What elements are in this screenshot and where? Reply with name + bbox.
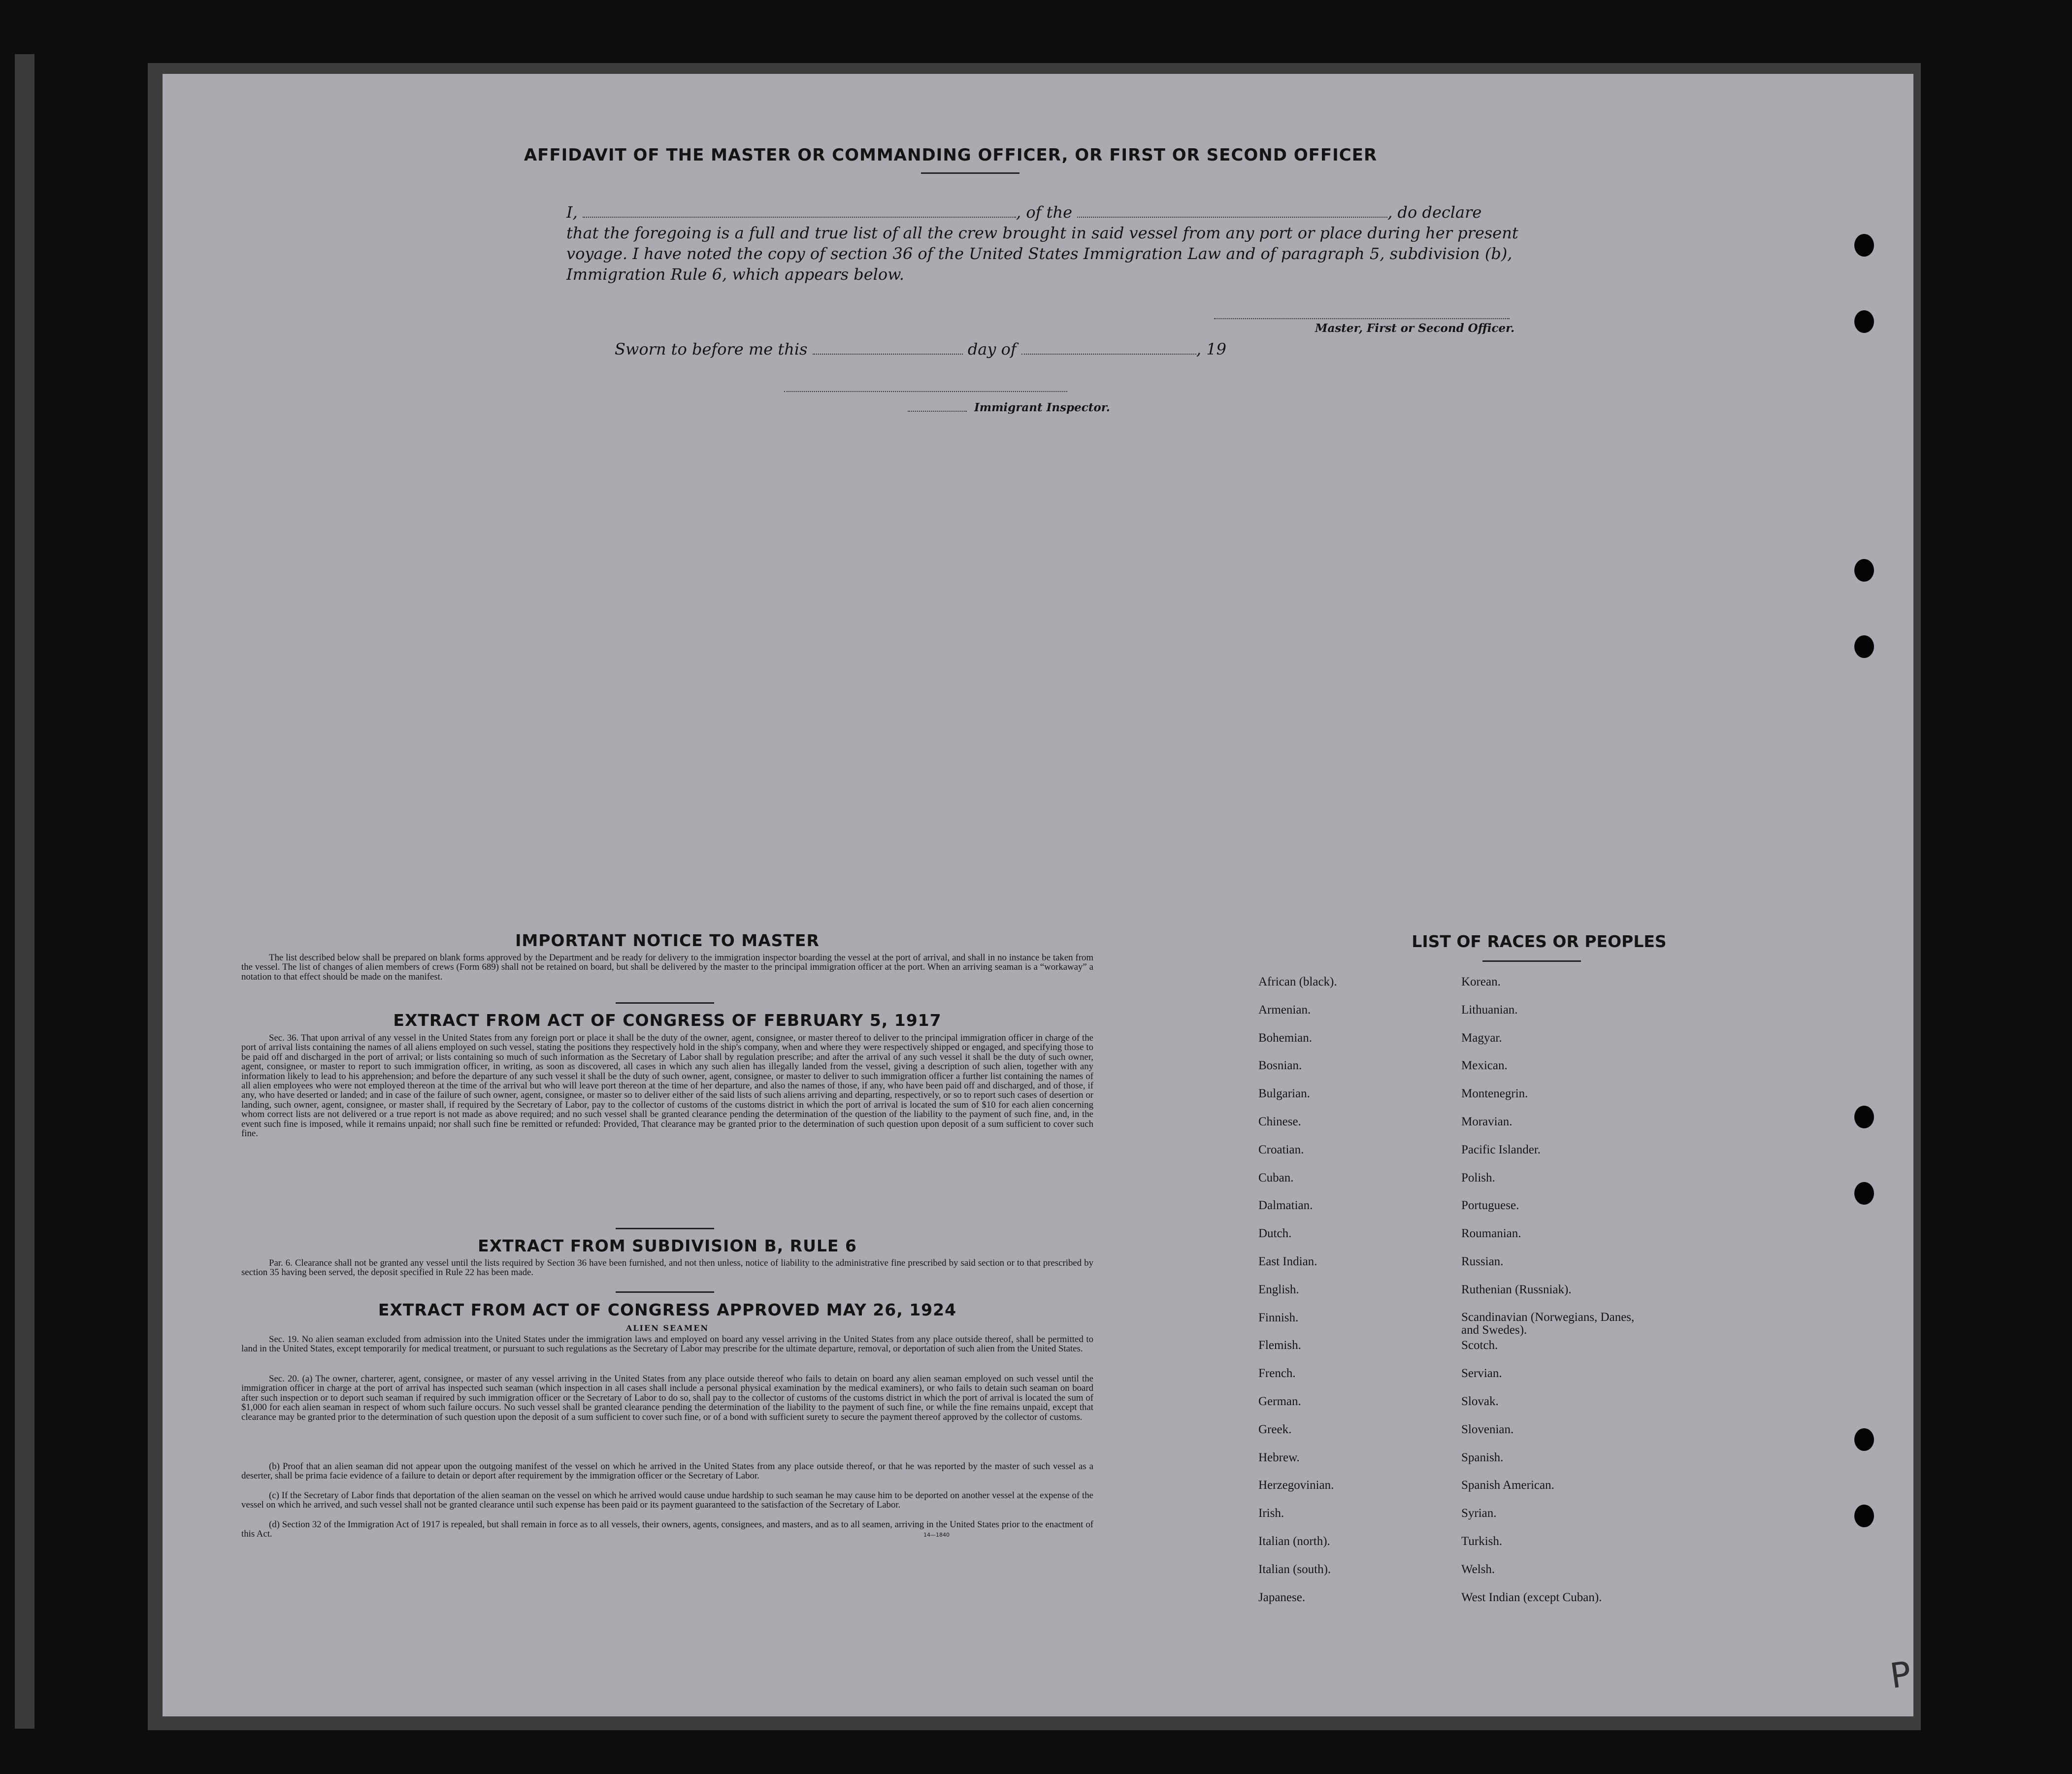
race-item: Magyar. (1461, 1031, 1502, 1045)
inspector-signature-line[interactable] (784, 391, 1067, 392)
affidavit-line-1-mid: , of the (1016, 203, 1073, 222)
extract-1924-sec20a: Sec. 20. (a) The owner, charterer, agent, consignee, or master of any vessel arriving in the United States from any place outside thereof who fails to detain on board any alien seaman employed on such vessel until the immigration officer in charge at the port of arrival has inspected such seaman (which inspection in all cases shall include a personal physical examination by the medical examiners), or who fails to detain such seaman on board after such inspection or to deport such seaman if required by such immigration officer or the Secretary of Labor to do so, shall pay to the collector of customs of the customs district in which the port of arrival is located the sum of $1,000 for each alien seaman in respect of whom such failure occurs. No such vessel shall be granted clearance pending the determination of the liability to the payment of such fine, or while the fine remains unpaid, except that clearance may be granted prior to the determination of such question upon the deposit of a sum sufficient to cover such fine, or of a bond with sufficient surety to secure the payment thereof approved by the collector of customs. (241, 1374, 1093, 1422)
section-rule (616, 1291, 714, 1293)
race-item: East Indian. (1258, 1254, 1317, 1268)
race-item: Lithuanian. (1461, 1003, 1518, 1017)
page-edge-strip (15, 54, 34, 1729)
race-item: Italian (north). (1258, 1534, 1330, 1548)
race-item: Turkish. (1461, 1534, 1503, 1548)
race-item: Korean. (1461, 975, 1501, 988)
punch-hole (1854, 1182, 1874, 1205)
race-item: Russian. (1461, 1254, 1504, 1268)
race-item: Flemish. (1258, 1339, 1301, 1352)
sworn-date-blank[interactable] (813, 353, 963, 355)
extract-rule6-title: EXTRACT FROM SUBDIVISION B, RULE 6 (478, 1236, 857, 1255)
handwritten-corner-mark: P (1887, 1653, 1914, 1697)
extract-1917-title: EXTRACT FROM ACT OF CONGRESS OF FEBRUARY 5, 1917 (393, 1011, 942, 1030)
race-item: Polish. (1461, 1171, 1495, 1184)
race-item: French. (1258, 1367, 1296, 1380)
punch-hole (1854, 234, 1874, 257)
race-item: Cuban. (1258, 1171, 1294, 1184)
sworn-month-blank[interactable] (1021, 353, 1196, 355)
punch-hole (1854, 1106, 1874, 1128)
race-item: Slovenian. (1461, 1422, 1514, 1436)
extract-1924-title: EXTRACT FROM ACT OF CONGRESS APPROVED MAY 26, 1924 (378, 1300, 957, 1319)
race-item: Croatian. (1258, 1143, 1304, 1156)
form-sheet (163, 74, 1913, 1716)
notice-text: The list described below shall be prepared on blank forms approved by the Department and be ready for delivery to the immigration inspector boarding the vessel at the port of arrival, and shall in no instance be taken from the vessel. The list of changes of alien members of crews (Form 689) shall not be retained on board, but shall be delivered by the master to the principal immigration officer at the port. When an arriving seaman is a “workaway” a notation to that effect should be made on the manifest. (241, 953, 1093, 982)
form-number: 14—1840 (923, 1532, 950, 1538)
race-item: Irish. (1258, 1507, 1284, 1520)
alien-seamen-subtitle: ALIEN SEAMEN (625, 1323, 709, 1333)
extract-1924-sec20d: (d) Section 32 of the Immigration Act of 1917 is repealed, but shall remain in force as to all vessels, their owners, agents, consignees, and masters, and as to all seamen, arriving in the United States prior to the enactment of this Act. (241, 1519, 1093, 1540)
punch-hole (1854, 635, 1874, 658)
affidavit-title: AFFIDAVIT OF THE MASTER OR COMMANDING OFFICER, OR FIRST OR SECOND OFFICER (524, 145, 1378, 165)
affidavit-line-4: Immigration Rule 6, which appears below. (566, 265, 904, 284)
extract-rule6-text: Par. 6. Clearance shall not be granted any vessel until the lists required by Section 36 have been furnished, and not then unless, notice of liability to the administrative fine prescribed by said section or to that prescribed by section 35 having been served, the deposit specified in Rule 22 has been made. (241, 1258, 1093, 1278)
races-rule (1482, 960, 1581, 962)
race-item: Dalmatian. (1258, 1199, 1313, 1213)
race-item: West Indian (except Cuban). (1461, 1590, 1602, 1604)
affidavit-line-2: that the foregoing is a full and true list of all the crew brought in said vessel from any port or place during her present (566, 224, 1518, 242)
race-item: German. (1258, 1394, 1301, 1408)
race-item: Servian. (1461, 1367, 1502, 1380)
affidavit-line-3: voyage. I have noted the copy of section 36 of the United States Immigration Law and of paragraph 5, subdivision (b), (566, 244, 1513, 263)
sworn-year: , 19 (1196, 340, 1226, 359)
race-item: Japanese. (1258, 1590, 1306, 1604)
race-item: African (black). (1258, 975, 1337, 988)
extract-1924-sec20b: (b) Proof that an alien seaman did not appear upon the outgoing manifest of the vessel on which he arrived in the United States from any place outside thereof, or that he was reported by the master of such vessel as a deserter, shall be prima facie evidence of a failure to detain or deport after requirement by the immigration officer or the Secretary of Labor. (241, 1461, 1093, 1481)
affidavit-line-1 (566, 203, 1481, 222)
race-item: Pacific Islander. (1461, 1143, 1541, 1156)
extract-1924-sec20c: (c) If the Secretary of Labor finds that deportation of the alien seaman on the vessel on which he arrived would cause undue hardship to such seaman he may cause him to be deported on another vessel at the expense of the vessel on which he arrived, and such vessel shall not be granted clearance until such expense has been paid or its payment guaranteed to the satisfaction of the Secretary of Labor. (241, 1490, 1093, 1511)
race-item: Portuguese. (1461, 1199, 1519, 1213)
sworn-start: Sworn to before me this (615, 340, 808, 359)
race-item: Slovak. (1461, 1394, 1499, 1408)
section-rule (616, 1002, 714, 1004)
race-item: Greek. (1258, 1422, 1292, 1436)
punch-hole (1854, 1428, 1874, 1451)
affidavit-line-1-start: I, (566, 203, 578, 222)
races-list-left (1258, 975, 1337, 1618)
race-item: Bulgarian. (1258, 1087, 1310, 1101)
race-item: Scotch. (1461, 1339, 1498, 1352)
race-item: Spanish. (1461, 1450, 1504, 1464)
punch-hole (1854, 1505, 1874, 1527)
race-item: Bohemian. (1258, 1031, 1313, 1045)
notice-title: IMPORTANT NOTICE TO MASTER (515, 931, 820, 950)
race-item: Montenegrin. (1461, 1087, 1528, 1101)
race-item: Scandinavian (Norwegians, Danes, and Swedes). (1461, 1310, 1635, 1337)
name-blank[interactable] (583, 216, 1016, 218)
race-item: Syrian. (1461, 1507, 1497, 1520)
sworn-day: day of (967, 340, 1017, 359)
inspector-short-line (908, 410, 967, 412)
race-item: Hebrew. (1258, 1450, 1300, 1464)
race-item: Italian (south). (1258, 1562, 1331, 1576)
vessel-blank[interactable] (1077, 216, 1387, 218)
section-rule (616, 1228, 714, 1229)
race-item: English. (1258, 1282, 1299, 1296)
race-item: Finnish. (1258, 1311, 1299, 1324)
race-item: Dutch. (1258, 1227, 1292, 1241)
race-item: Mexican. (1461, 1059, 1508, 1073)
race-item: Moravian. (1461, 1115, 1513, 1128)
punch-hole (1854, 559, 1874, 582)
race-item: Chinese. (1258, 1115, 1301, 1128)
inspector-caption: Immigrant Inspector. (974, 401, 1110, 414)
punch-hole (1854, 310, 1874, 333)
race-item: Herzegovinian. (1258, 1478, 1334, 1492)
master-signature-caption: Master, First or Second Officer. (1315, 322, 1515, 335)
extract-1924-sec19: Sec. 19. No alien seaman excluded from admission into the United States under the immigration laws and employed on board any vessel arriving in the United States from any place outside thereof, shall be permitted to land in the United States, except temporarily for medical treatment, or pursuant to such regulations as the Secretary of Labor may prescribe for the ultimate departure, removal, or deportation of such alien from the United States. (241, 1334, 1093, 1354)
races-list-right (1461, 975, 1639, 1618)
race-item: Ruthenian (Russniak). (1461, 1282, 1572, 1296)
race-item: Bosnian. (1258, 1059, 1302, 1073)
race-item: Armenian. (1258, 1003, 1311, 1017)
sworn-line (615, 340, 1226, 359)
affidavit-line-1-end: , do declare (1387, 203, 1482, 222)
title-rule (921, 172, 1020, 174)
race-item: Roumanian. (1461, 1227, 1521, 1241)
races-title: LIST OF RACES OR PEOPLES (1412, 932, 1667, 951)
extract-1917-text: Sec. 36. That upon arrival of any vessel in the United States from any foreign port or place it shall be the duty of the owner, agent, consignee, or master thereof to deliver to the principal immigration officer in charge of the port of arrival lists containing the names of all aliens employed on such vessel, stating the positions they respectively hold in the ship's company, when and where they were respectively shipped or engaged, and specifying those to be paid off and discharged in the port of arrival; or lists containing so much of such information as the Secretary of Labor shall by regulation prescribe; and after the arrival of any such vessel it shall be the duty of such owner, agent, consignee, or master to report to such immigration officer, in writing, as soon as discovered, all cases in which any such alien has illegally landed from the vessel, giving a description of such alien, together with any information likely to lead to his apprehension; and before the departure of any such vessel it shall be the duty of such owner, agent, consignee, or master to deliver to such immigration officer a further list containing the names of all alien employees who were not employed thereon at the time of the arrival but who will leave port thereon at the time of her departure, and also the names of those, if any, who have been paid off and discharged, and of those, if any, who have deserted or landed; and in case of the failure of such owner, agent, consignee, or master so to deliver either of the said lists of such aliens arriving and departing, respectively, or so to report such cases of desertion or landing, such owner, agent, consignee, or master shall, if required by the Secretary of Labor, pay to the collector of customs of the customs district in which the port of arrival is located the sum of $10 for each alien concerning whom correct lists are not delivered or a true report is not made as above required; and no such vessel shall be granted clearance pending the determination of the question of the liability to the payment of such fine, and, in the event such fine is imposed, while it remains unpaid; nor shall such fine be remitted or refunded: Provided, That clearance may be granted prior to the determination of such question upon deposit of a sum sufficient to cover such fine. (241, 1033, 1093, 1139)
master-signature-line[interactable] (1214, 318, 1510, 319)
race-item: Welsh. (1461, 1562, 1495, 1576)
race-item: Spanish American. (1461, 1478, 1554, 1492)
